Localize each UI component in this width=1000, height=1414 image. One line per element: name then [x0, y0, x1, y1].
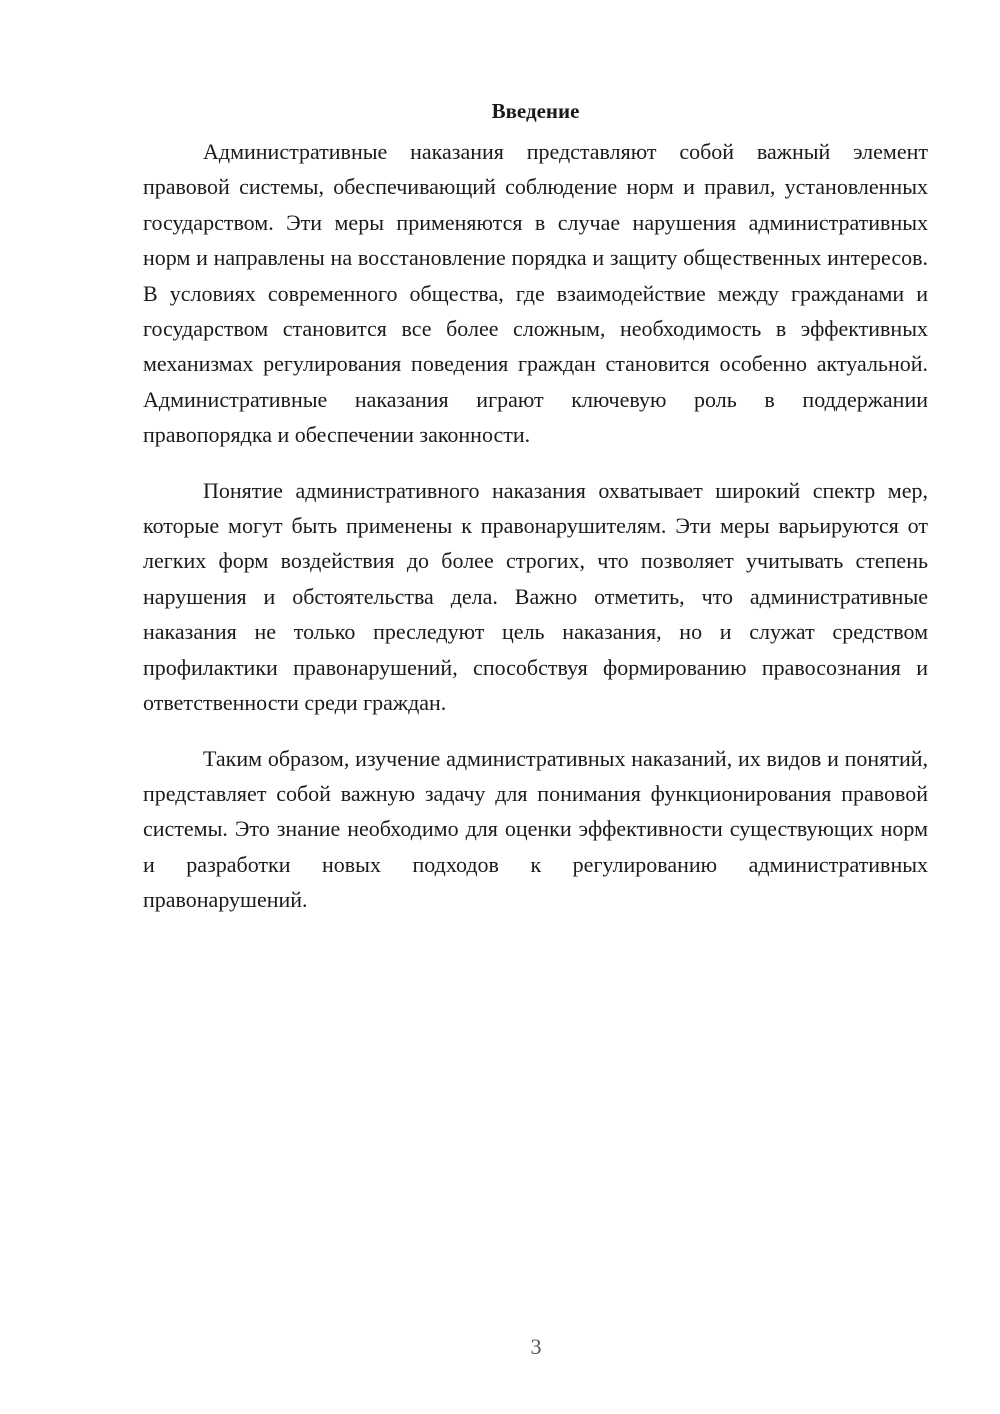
page-content: [143, 93, 928, 938]
paragraph-2: Понятие административного наказания охватывает широкий спектр мер, которые могут быть применены к правонарушителям. Эти меры варьируются от легких форм воздействия до более строгих, что позволяет учитывать степень нарушения и обстоятельства дела. Важно отметить, что административные наказания не только преследуют цель наказания, но и служат средством профилактики правонарушений, способствуя формированию правосознания и ответственности среди граждан.: [143, 477, 928, 716]
paragraph-1: Административные наказания представляют собой важный элемент правовой системы, обеспечивающий соблюдение норм и правил, установленных государством. Эти меры применяются в случае нарушения административных норм и направлены на восстановление порядка и защиту общественных интересов. В условиях современного общества, где взаимодействие между гражданами и государством становится все более сложным, необходимость в эффективных механизмах регулирования поведения граждан становится особенно актуальной. Административные наказания играют ключевую роль в поддержании правопорядка и обеспечении законности.: [143, 139, 928, 448]
paragraph-3: Таким образом, изучение административных наказаний, их видов и понятий, представляет собой важную задачу для понимания функционирования правовой системы. Это знание необходимо для оценки эффективности существующих норм и разработки новых подходов к регулированию административных правонарушений.: [143, 745, 928, 913]
section-title: Введение: [491, 99, 580, 123]
page-number: 3: [530, 1334, 542, 1359]
